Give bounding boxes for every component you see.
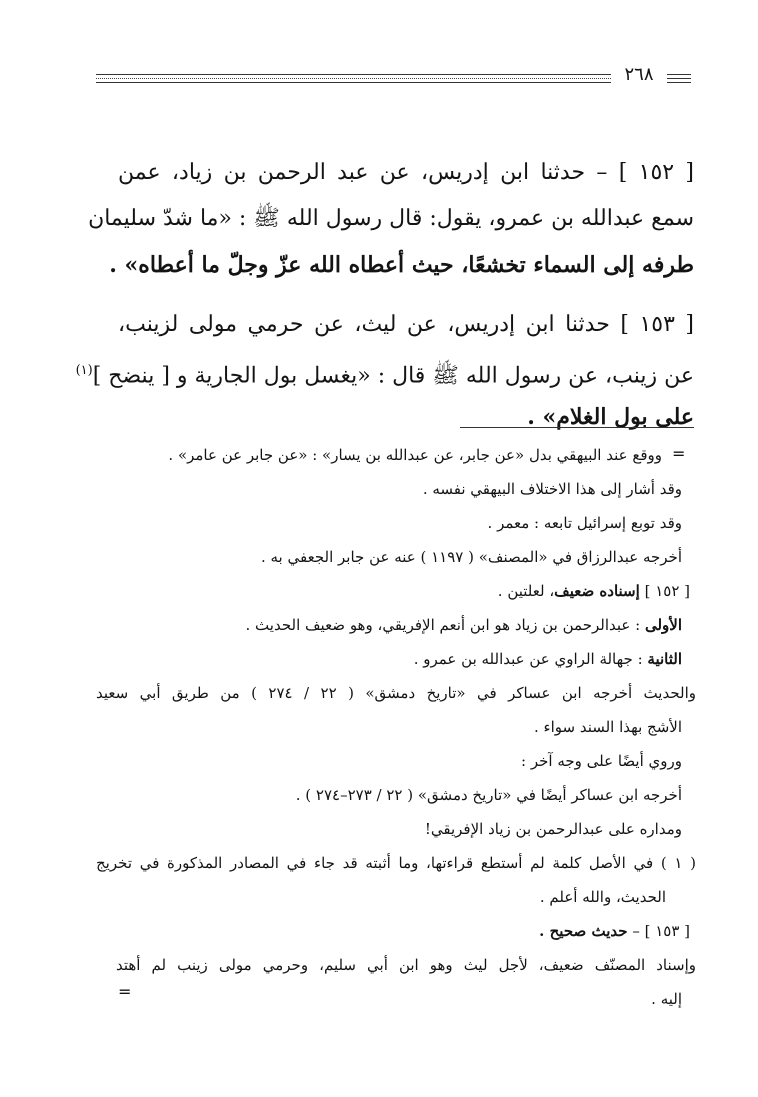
note-153-heading [96, 914, 696, 948]
note-line-3: وقد توبع إسرائيل تابعه : معمر . [487, 514, 682, 532]
note-line-2: وقد أشار إلى هذا الاختلاف البيهقي نفسه . [422, 480, 682, 498]
hadith-153-line-2 [75, 348, 694, 394]
note-line-11: أخرجه ابن عساكر أيضًا في «تاريخ دمشق» ( ٢٢ / ٢٧٣–٢٧٤ ) . [295, 786, 682, 804]
footnote-1-line-1: ( ١ ) في الأصل كلمة لم أستطع قراءتها، وما أثبته قد جاء في المصادر المذكورة في تخريج [96, 854, 696, 872]
footnote-ref[interactable]: (١) [75, 363, 93, 378]
page-header [96, 66, 691, 96]
hadith-153 [75, 302, 695, 440]
footnote-separator [460, 427, 694, 428]
note-line-1: ووقع عند البيهقي بدل «عن جابر، عن عبدالله بن يسار» : «عن جابر عن عامر» . [168, 446, 662, 464]
footnote-1-line-2: الحديث، والله أعلم . [539, 888, 666, 906]
note-line-9: الأشج بهذا السند سواء . [533, 718, 682, 736]
note-first-reason [96, 608, 696, 642]
note-first-text: : عبدالرحمن بن زياد هو ابن أنعم الإفريقي، وهو ضعيف الحديث . [245, 616, 641, 634]
note-153-label: [ ١٥٣ ] – [632, 922, 690, 940]
note-line-16: إليه . [651, 990, 682, 1008]
note-second-label: الثانية [647, 650, 682, 668]
hadith-153-line-2-text: عن زينب، عن رسول الله ﷺ قال : «يغسل بول الجارية و [ ينضح ] [92, 363, 694, 389]
note-line-8: والحديث أخرجه ابن عساكر في «تاريخ دمشق» ( ٢٢ / ٢٧٤ ) من طريق أبي سعيد [96, 684, 696, 702]
header-rule-right [667, 74, 691, 86]
hadith-153-line-1: [ ١٥٣ ] حدثنا ابن إدريس، عن ليث، عن حرمي مولى لزينب، [118, 312, 695, 337]
note-153-title: حديث صحيح . [539, 922, 628, 940]
hadith-153-line-3: على بول الغلام» . [527, 404, 694, 430]
note-152-heading [96, 574, 696, 608]
note-line-4: أخرجه عبدالرزاق في «المصنف» ( ١١٩٧ ) عنه عن جابر الجعفي به . [260, 548, 682, 566]
note-line-15: وإسناد المصنّف ضعيف، لأجل ليث وهو ابن أبي سليم، وحرمي مولى زينب لم أهتد [116, 956, 696, 974]
note-152-label: [ ١٥٢ ] [644, 582, 690, 600]
hadith-152-line-3: طرفه إلى السماء تخشعًا، حيث أعطاه الله عزّ وجلّ ما أعطاه» . [109, 252, 694, 278]
header-rule-left [96, 74, 611, 86]
note-152-rest: ، لعلتين . [497, 582, 555, 600]
page-number: ٢٦٨ [624, 64, 654, 85]
note-second-reason [96, 642, 696, 676]
note-line-12: ومداره على عبدالرحمن بن زياد الإفريقي! [424, 820, 682, 838]
note-second-text: : جهالة الراوي عن عبدالله بن عمرو . [413, 650, 643, 668]
notes [96, 438, 696, 1016]
hadith-152-line-1: [ ١٥٢ ] – حدثنا ابن إدريس، عن عبد الرحمن بن زياد، عمن [118, 160, 694, 185]
hadith-152-line-2: سمع عبدالله بن عمرو، يقول: قال رسول الله ﷺ : «ما شدّ سليمان [88, 206, 694, 231]
continuation-mark: = [672, 444, 686, 463]
hadith-152 [88, 150, 694, 288]
end-continuation-mark: = [118, 982, 132, 1001]
main-text [75, 150, 695, 440]
note-first-label: الأولى [644, 616, 682, 634]
note-152-title: إسناده ضعيف [554, 582, 640, 600]
note-line-10: وروي أيضًا على وجه آخر : [521, 752, 682, 770]
